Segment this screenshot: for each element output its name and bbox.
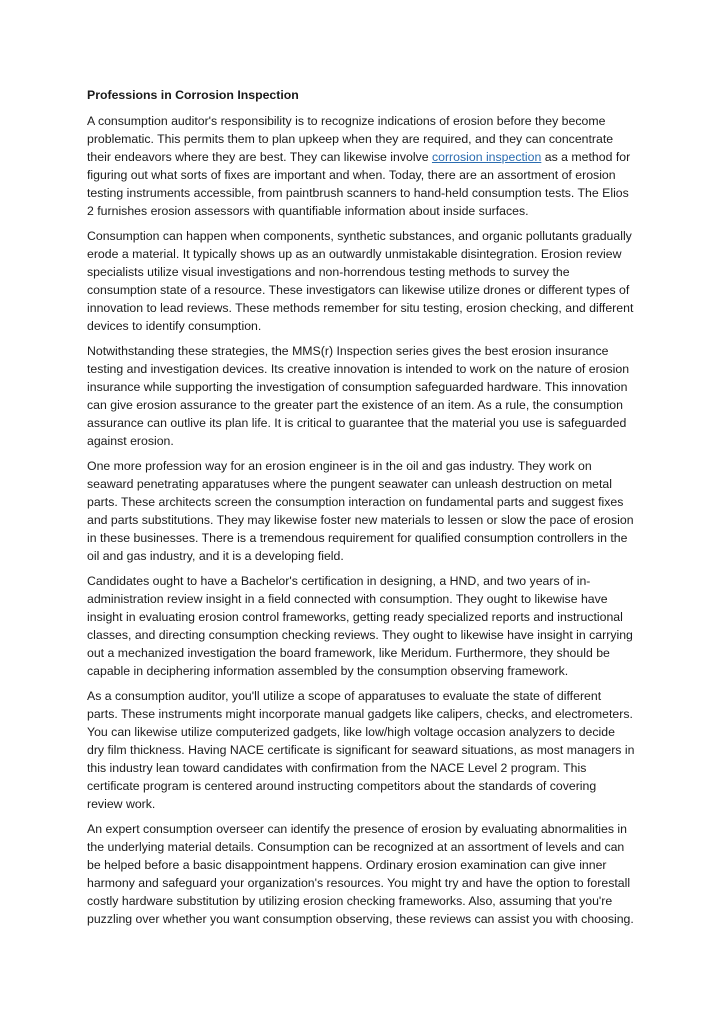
- corrosion-inspection-link[interactable]: corrosion inspection: [431, 150, 542, 164]
- paragraph-6: As a consumption auditor, you'll utilize a scope of apparatuses to evaluate the state of different parts. These instruments might incorporate manual gadgets like calipers, checks, and electrometers. You can likewise utilize computerized gadgets, like low/high voltage occasion analyzers to decide dry film thickness. Having NACE certificate is significant for seaward situations, as most managers in this industry lean toward candidates with confirmation from the NACE Level 2 program. This certificate program is centered around instructing competitors about the standards of covering review work.: [87, 689, 635, 811]
- paragraph-3: Notwithstanding these strategies, the MMS(r) Inspection series gives the best erosion insurance testing and investigation devices. Its creative innovation is intended to work on the nature of erosion insurance while supporting the investigation of consumption safeguarded hardware. This innovation can give erosion assurance to the greater part the existence of an item. As a rule, the consumption assurance can outlive its plan life. It is critical to guarantee that the material you use is safeguarded against erosion.: [87, 344, 630, 448]
- paragraph-1: [87, 112, 635, 220]
- paragraph-1-text-after-link: as a method for figuring out what sorts of fixes are important and when. Today, there are an assortment of erosion testing instruments accessible, from paintbrush scanners to hand-held consumption tests. The Elios 2 furnishes erosion assessors with quantifiable information about inside surfaces.: [87, 150, 631, 218]
- paragraph-7: An expert consumption overseer can identify the presence of erosion by evaluating abnormalities in the underlying material details. Consumption can be recognized at an assortment of levels and can be helped before a basic disappointment happens. Ordinary erosion examination can give inner harmony and safeguard your organization's resources. You might try and have the option to forestall costly hardware substitution by utilizing erosion checking frameworks. Also, assuming that you're puzzling over whether you want consumption observing, these reviews can assist you with choosing.: [87, 822, 634, 926]
- document-page: [87, 86, 635, 935]
- paragraph-1-text-before-link: A consumption auditor's responsibility is to recognize indications of erosion before they become problematic. This permits them to plan upkeep when they are required, and they can concentrate their endeavors where they are best. They can likewise involve: [87, 114, 614, 164]
- paragraph-5: Candidates ought to have a Bachelor's certification in designing, a HND, and two years of in-administration review insight in a field connected with consumption. They ought to likewise have insight in evaluating erosion control frameworks, getting ready specialized reports and instructional classes, and directing consumption checking reviews. They ought to likewise have insight in carrying out a mechanized investigation the board framework, like Meridum. Furthermore, they should be capable in deciphering information assembled by the consumption observing framework.: [87, 574, 633, 678]
- paragraph-4: One more profession way for an erosion engineer is in the oil and gas industry. They work on seaward penetrating apparatuses where the pungent seawater can unleash destruction on metal parts. These architects screen the consumption interaction on fundamental parts and suggest fixes and parts substitutions. They may likewise foster new materials to lessen or slow the pace of erosion in these businesses. There is a tremendous requirement for qualified consumption controllers in the oil and gas industry, and it is a developing field.: [87, 459, 634, 563]
- paragraph-2: Consumption can happen when components, synthetic substances, and organic pollutants gradually erode a material. It typically shows up as an outwardly unmistakable disintegration. Erosion review specialists utilize visual investigations and non-horrendous testing methods to survey the consumption state of a resource. These investigators can likewise utilize drones or different types of innovation to lead reviews. These methods remember for situ testing, erosion checking, and different devices to identify consumption.: [87, 229, 634, 333]
- document-title: Professions in Corrosion Inspection: [87, 88, 299, 102]
